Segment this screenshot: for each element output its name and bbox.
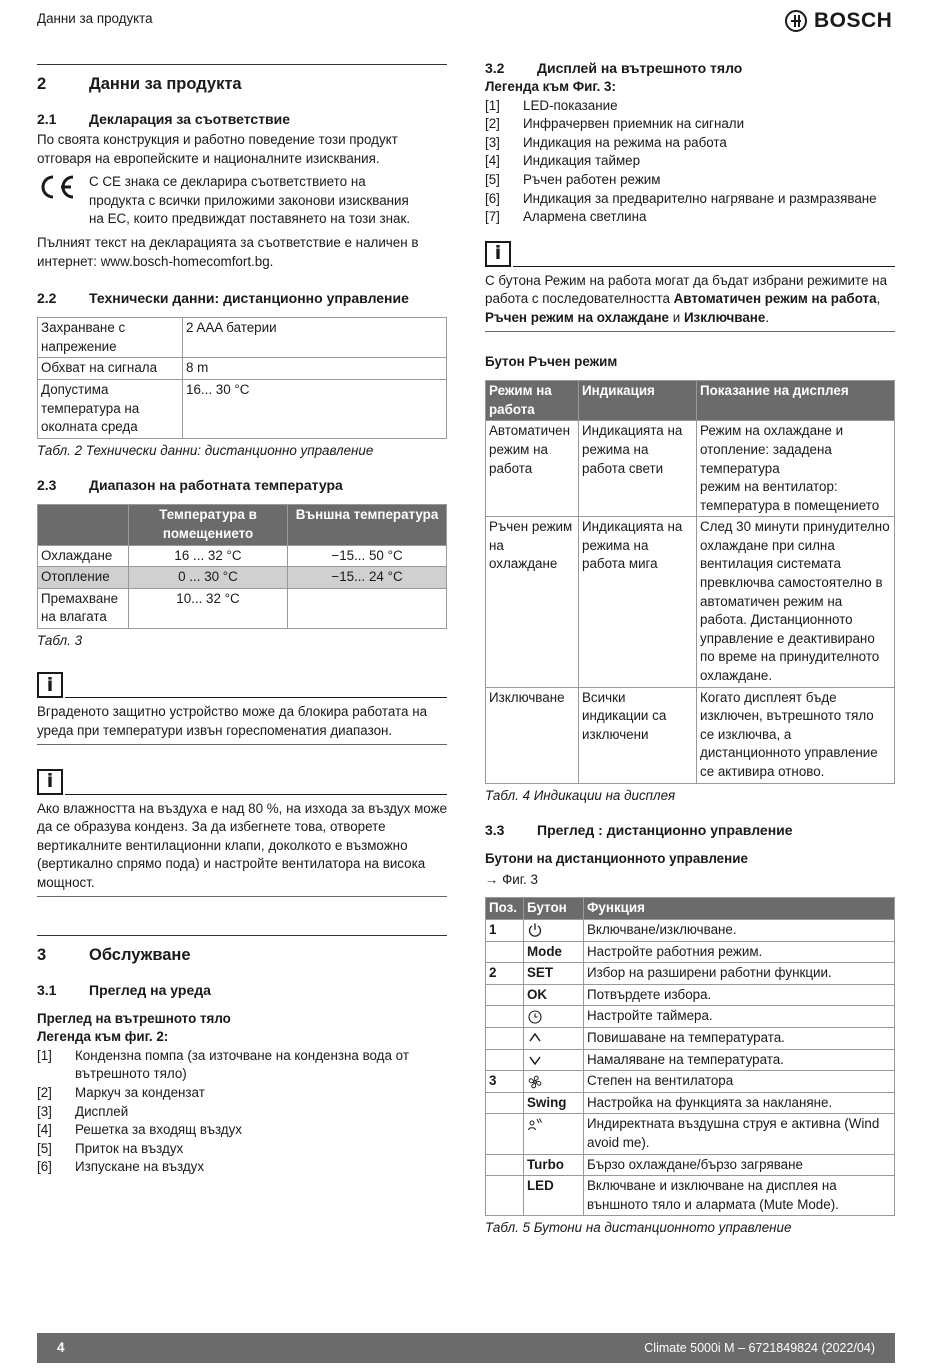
table-row (486, 1092, 895, 1114)
ce-block (37, 173, 447, 229)
section-3-1-heading: 3.1 Преглед на уреда (37, 981, 211, 998)
section-2-2-heading: 2.2 Технически данни: дистанционно управление (37, 290, 409, 307)
button-cell (524, 1049, 584, 1071)
button-cell (524, 1176, 584, 1216)
page-footer (37, 1333, 895, 1363)
legend-list (485, 97, 895, 227)
table-row: Обхват на сигнала 8 m (38, 358, 447, 380)
button-cell (524, 984, 584, 1006)
table-row: Захранване с напрежение 2 AAA батерии (38, 318, 447, 358)
function-cell: Настройка на функцията за накланяне. (584, 1092, 895, 1114)
info-icon: i (37, 769, 63, 795)
list-item: [7] Алармена светлина (485, 209, 647, 225)
function-cell: Включване/изключване. (584, 919, 895, 941)
clock-icon (527, 1008, 543, 1023)
subheading: Бутони на дистанционното управление (485, 851, 748, 867)
section-rule (37, 935, 447, 936)
subheading: Бутон Ръчен режим (485, 353, 618, 369)
subheading: Преглед на вътрешното тяло (37, 1010, 231, 1026)
table-row: Допустима температура на околната среда 16... 30 °C (38, 379, 447, 438)
note-rule (37, 744, 447, 745)
table-header-row: Температура в помещението Външна температура (38, 505, 447, 545)
section-3-heading: 3 Обслужване (37, 945, 191, 964)
ce-mark-icon (37, 173, 89, 229)
bosch-logo (785, 8, 892, 34)
section-3-2-heading: 3.2 Дисплей на вътрешното тяло (485, 60, 743, 76)
function-cell: Настройте таймера. (584, 1006, 895, 1028)
table-row: Изключване Всички индикации са изключени Когато дисплеят бъде изключен, вътрешното тяло се изключва, а дистанционното управление се активира отново. (486, 687, 895, 783)
position-cell (486, 1006, 524, 1028)
section-2-3-heading: 2.3 Диапазон на работната температура (37, 477, 343, 494)
button-cell (524, 1027, 584, 1049)
left-column (37, 64, 447, 1177)
ce-text: С CE знака се декларира съответствието на продукта с всички приложими законови изисквания на ЕС, които предвиждат поставянето на този знак. (89, 174, 411, 227)
function-cell: Настройте работния режим. (584, 941, 895, 963)
button-cell (524, 1092, 584, 1114)
button-cell (524, 1114, 584, 1154)
info-note-3-text: С бутона Режим на работа могат да бъдат избрани режимите на работа с последователността Автоматичен режим на работа, Ръчен режим на охлаждане и Изключване. (485, 272, 888, 325)
table-row: Ръчен режим на охлаждане Индикацията на режима на работа мига След 30 минути принудително охлаждане при силна вентилация системата превключва самостоятелно в автоматичен режим на работа. Дистанционното управление е деактивирано по време на принудителното охлаждане. (486, 517, 895, 687)
table-row (486, 919, 895, 941)
function-cell: Намаляване на температурата. (584, 1049, 895, 1071)
table-row (486, 984, 895, 1006)
button-cell (524, 919, 584, 941)
button-cell (524, 1154, 584, 1176)
conformity-paragraph: По своята конструкция и работно поведение този продукт отговаря на европейските и националните изисквания. (37, 132, 398, 166)
position-cell (486, 1114, 524, 1154)
page-header-title: Данни за продукта (37, 11, 153, 26)
list-item: [2] Маркуч за кондензат (37, 1085, 205, 1100)
position-cell (486, 1154, 524, 1176)
table-header-row: Поз. Бутон Функция (486, 898, 895, 920)
declaration-link-text: Пълният текст на декларацията за съответствие е наличен в интернет: www.bosch-homecomfort.bg. (37, 234, 419, 269)
list-item: [1] Кондензна помпа (за източване на кондензна вода от вътрешното тяло) (37, 1047, 409, 1082)
button-cell (524, 1006, 584, 1028)
list-item: [3] Дисплей (37, 1103, 129, 1119)
function-cell: Индиректната въздушна струя е активна (Wind avoid me). (584, 1114, 895, 1154)
button-label: Turbo (527, 1156, 564, 1172)
function-cell: Бързо охлаждане/бързо загряване (584, 1154, 895, 1176)
list-item: [6] Изпускане на въздух (37, 1159, 205, 1175)
section-2-heading: 2 Данни за продукта (37, 75, 242, 93)
button-label: OK (527, 986, 548, 1002)
button-cell (524, 941, 584, 963)
position-cell (486, 984, 524, 1006)
section-3-3-heading: 3.3 Преглед : дистанционно управление (485, 822, 793, 839)
function-cell: Включване и изключване на дисплея на външното тяло и алармата (Mute Mode). (584, 1176, 895, 1216)
chevron-up-icon (527, 1030, 543, 1045)
list-item: [3] Индикация на режима на работа (485, 134, 727, 150)
button-label: Mode (527, 943, 562, 959)
function-cell: Избор на разширени работни функции. (584, 963, 895, 985)
table-row: Охлаждане 16 ... 32 °C −15... 50 °C (38, 545, 447, 567)
table-row (486, 1027, 895, 1049)
chevron-down-icon (527, 1052, 543, 1067)
info-note-2 (37, 769, 447, 795)
position-cell: 2 (486, 963, 524, 985)
document-id: Climate 5000i M – 6721849824 (2022/04) (644, 1340, 875, 1355)
table-caption: Табл. 5 Бутони на дистанционното управление (485, 1220, 792, 1236)
info-note-3 (485, 241, 895, 267)
legend-list (37, 1047, 447, 1177)
bosch-armature-icon (785, 10, 807, 32)
info-note-2-text: Ако влажността на въздуха е над 80 %, на изхода за въздух може да се образува конденз. За да избегнете това, отворете вертикалните вентилационни клапи, доколкото е възможно (вертикално спрямо пода) и настройте вентилатора на висока мощност. (37, 800, 448, 891)
list-item: [5] Приток на въздух (37, 1140, 184, 1156)
position-cell (486, 1176, 524, 1216)
list-item: [4] Индикация таймер (485, 153, 641, 169)
list-item: [5] Ръчен работен режим (485, 171, 661, 187)
legend-title: Легенда към фиг. 2: (37, 1029, 169, 1045)
note-rule (485, 331, 895, 332)
power-icon (527, 922, 543, 937)
tech-data-table (37, 317, 447, 439)
table-row (486, 1114, 895, 1154)
table-caption: Табл. 4 Индикации на дисплея (485, 787, 676, 803)
button-label: LED (527, 1178, 554, 1194)
table-caption: Табл. 2 Технически данни: дистанционно управление (37, 442, 374, 458)
person-wind-icon (527, 1116, 543, 1131)
legend-title: Легенда към Фиг. 3: (485, 79, 616, 94)
function-cell: Повишаване на температурата. (584, 1027, 895, 1049)
function-cell: Степен на вентилатора (584, 1071, 895, 1093)
table-row (486, 1006, 895, 1028)
table-row (486, 1049, 895, 1071)
table-row (486, 963, 895, 985)
position-cell (486, 1049, 524, 1071)
section-2-1-heading: 2.1 Декларация за съответствие (37, 111, 291, 127)
table-row (486, 941, 895, 963)
table-row (486, 1071, 895, 1093)
display-indication-table (485, 380, 895, 783)
table-row: Автоматичен режим на работа Индикацията на режима на работа свети Режим на охлаждане и отопление: зададена температура режим на вентилатор: температура в помещението (486, 421, 895, 517)
button-cell (524, 1071, 584, 1093)
fan-icon (527, 1073, 543, 1088)
table-row (486, 1154, 895, 1176)
remote-buttons-table (485, 897, 895, 1216)
figure-reference: → Фиг. 3 (485, 871, 538, 887)
section-rule (37, 64, 447, 65)
list-item: [6] Индикация за предварително нагряване и размразяване (485, 190, 877, 206)
note-rule (37, 896, 447, 897)
table-row (486, 1176, 895, 1216)
info-icon: i (485, 241, 511, 267)
page-number: 4 (57, 1339, 65, 1355)
temperature-range-table (37, 504, 447, 629)
table-header-row: Режим на работа Индикация Показание на дисплея (486, 381, 895, 421)
info-note-1 (37, 672, 447, 698)
list-item: [2] Инфрачервен приемник на сигнали (485, 116, 745, 132)
position-cell (486, 1092, 524, 1114)
position-cell (486, 941, 524, 963)
info-icon: i (37, 672, 63, 698)
info-note-1-text: Вграденото защитно устройство може да блокира работата на уреда при температури извън гореспоменатия диапазон. (37, 704, 428, 739)
table-caption: Табл. 3 (37, 632, 83, 648)
button-label: Swing (527, 1094, 567, 1110)
position-cell (486, 1027, 524, 1049)
function-cell: Потвърдете избора. (584, 984, 895, 1006)
table-row: Отопление 0 ... 30 °C −15... 24 °C (38, 567, 447, 589)
button-label: SET (527, 965, 554, 981)
table-row: Премахване на влагата 10... 32 °C (38, 588, 447, 628)
remote-buttons-body (486, 919, 895, 1215)
list-item: [4] Решетка за входящ въздух (37, 1122, 242, 1138)
brand-name: BOSCH (814, 8, 893, 32)
right-column (485, 58, 895, 1238)
position-cell: 1 (486, 919, 524, 941)
position-cell: 3 (486, 1071, 524, 1093)
button-cell (524, 963, 584, 985)
list-item: [1] LED-показание (485, 97, 618, 113)
